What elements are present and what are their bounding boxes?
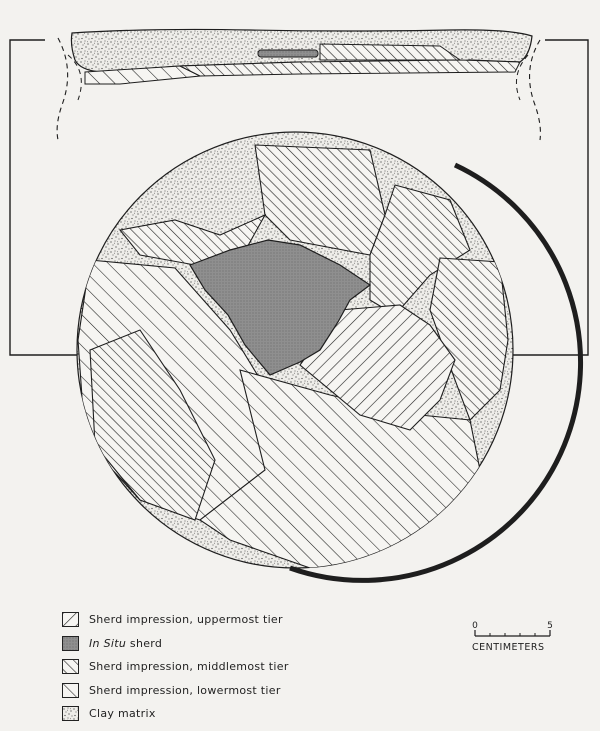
legend-label-middle: Sherd impression, middlemost tier [89, 660, 289, 674]
legend-label-lower: Sherd impression, lowermost tier [89, 683, 281, 697]
legend-item-lower [62, 679, 422, 703]
middle-tier-swatch [62, 659, 79, 674]
legend-label-upper: Sherd impression, uppermost tier [89, 613, 283, 627]
legend-item-upper [62, 608, 422, 632]
legend-label-insitu-rest: sherd [126, 636, 163, 650]
legend [62, 608, 422, 726]
scale-bar [470, 618, 560, 653]
scale-tick-start: 0 [472, 621, 478, 631]
pit-wall-left [57, 38, 68, 140]
pit-wall-right [530, 40, 541, 140]
scale-ruler [470, 618, 560, 642]
legend-item-middle [62, 655, 422, 679]
legend-item-insitu [62, 632, 422, 656]
section-insitu-sherd [258, 50, 318, 57]
legend-label-insitu-italic: In Situ [89, 636, 127, 650]
upper-tier-swatch [62, 612, 79, 627]
lower-tier-swatch [62, 683, 79, 698]
clay-matrix-swatch [62, 706, 79, 721]
legend-label-clay: Clay matrix [89, 707, 156, 721]
legend-item-clay [62, 702, 422, 726]
scale-tick-end: 5 [547, 621, 553, 631]
insitu-sherd-swatch [62, 636, 79, 651]
plan-view [77, 132, 581, 580]
legend-label-insitu [89, 637, 162, 650]
section-upper-hatch [320, 44, 460, 60]
scale-unit-label: CENTIMETERS [472, 642, 545, 653]
